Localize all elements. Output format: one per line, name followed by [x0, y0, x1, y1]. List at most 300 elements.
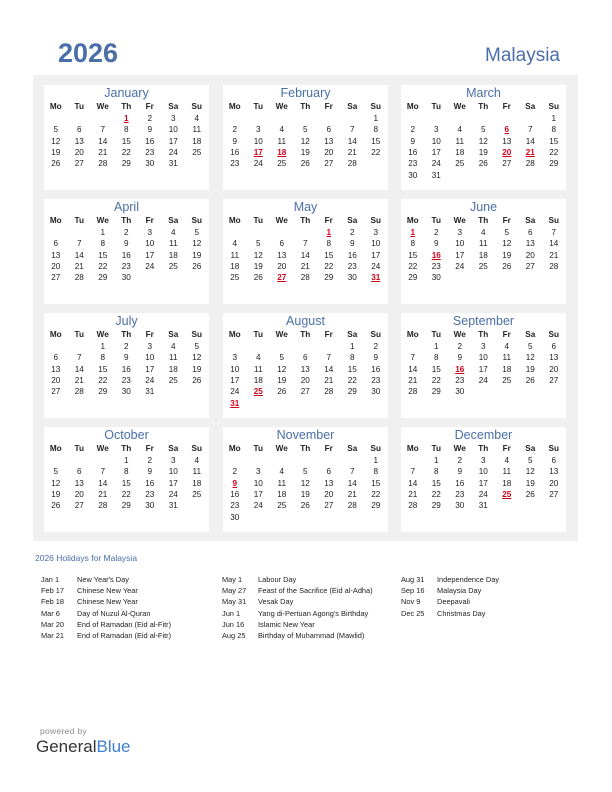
calendar-date: 23 [408, 159, 418, 169]
calendar-date: 4 [232, 239, 238, 249]
calendar-date: 21 [98, 489, 108, 499]
calendar-date: 30 [455, 387, 465, 397]
calendar-date: 14 [74, 250, 84, 260]
calendar-date: 16 [371, 364, 381, 374]
calendar-date: 10 [230, 364, 240, 374]
calendar-date: 18 [168, 250, 178, 260]
calendar-date: 16 [347, 250, 357, 260]
holiday-date-label: Feb 17 [41, 586, 65, 596]
calendar-date: 28 [408, 387, 418, 397]
calendar-date: 17 [168, 136, 178, 146]
calendar-date: 21 [74, 375, 84, 385]
calendar-date: 7 [100, 467, 106, 477]
calendar-date: 29 [549, 159, 559, 169]
weekday-label: Fr [502, 444, 511, 453]
calendar-date: 22 [371, 147, 381, 157]
holiday-name: End of Ramadan (Eid al-Fitr) [77, 619, 172, 629]
holiday-date-label: Nov 9 [401, 597, 421, 607]
weekday-label: Fr [502, 102, 511, 111]
calendar-date: 8 [433, 467, 439, 477]
month-may [223, 199, 388, 304]
month-october [44, 427, 209, 532]
calendar-date: 12 [253, 250, 263, 260]
weekday-label: Su [191, 216, 202, 225]
calendar-date: 25 [168, 375, 178, 385]
calendar-date: 1 [433, 342, 439, 351]
weekday-label: Mo [49, 216, 62, 225]
calendar-date: 2 [147, 456, 153, 465]
calendar-date: 20 [51, 261, 61, 271]
weekday-label: Mo [406, 216, 419, 225]
holiday-name: New Year's Day [77, 575, 129, 584]
calendar-date: 5 [527, 342, 533, 351]
calendar-date: 7 [326, 353, 332, 363]
calendar-date: 8 [123, 467, 129, 477]
calendar-date: 1 [349, 342, 355, 351]
calendar-date: 22 [371, 489, 381, 499]
calendar-date: 13 [549, 467, 559, 477]
calendar-date: 2 [123, 228, 129, 237]
calendar-date: 24 [478, 489, 488, 499]
calendar-date: 16 [145, 478, 155, 488]
holiday-row [41, 574, 221, 585]
calendar-date: 3 [373, 228, 379, 237]
calendar-date: 10 [145, 239, 155, 249]
holiday-date-label: Feb 18 [41, 597, 65, 607]
calendar-date: 15 [371, 478, 381, 488]
weekday-label: Fr [502, 216, 511, 225]
calendar-date: 25 [168, 261, 178, 271]
weekday-label: Mo [228, 330, 241, 339]
calendar-date: 19 [300, 147, 310, 157]
calendar-date: 15 [121, 478, 131, 488]
generalblue-logo [36, 737, 131, 757]
calendar-date: 20 [525, 250, 535, 260]
calendar-date: 24 [145, 261, 155, 271]
calendar-date: 2 [232, 125, 238, 135]
holiday-column [41, 574, 221, 641]
weekday-label: Th [478, 216, 489, 225]
calendar-date: 25 [230, 273, 240, 283]
holiday-row [41, 608, 221, 619]
weekday-label: Tu [253, 330, 263, 339]
calendar-date: 13 [51, 250, 61, 260]
calendar-date: 20 [324, 489, 334, 499]
calendar-date: 7 [527, 125, 533, 135]
calendar-date: 5 [302, 125, 308, 135]
calendar-date: 13 [74, 136, 84, 146]
weekday-label: Su [548, 102, 559, 111]
calendar-date: 17 [478, 364, 488, 374]
calendar-date: 18 [253, 375, 263, 385]
weekday-label: Tu [74, 330, 84, 339]
weekday-label: Sa [347, 444, 358, 453]
weekday-label: We [96, 216, 109, 225]
calendar-date: 13 [74, 478, 84, 488]
calendar-date: 16 [230, 147, 240, 157]
calendar-date: 29 [408, 273, 418, 283]
calendar-date: 5 [194, 342, 200, 351]
calendar-date: 27 [549, 489, 559, 499]
calendar-date: 28 [408, 501, 418, 511]
holiday-date: 16 [455, 364, 465, 374]
weekday-label: Su [191, 102, 202, 111]
holiday-name: Chinese New Year [77, 586, 138, 596]
month-name: August [286, 314, 325, 328]
weekday-label: Th [300, 330, 311, 339]
weekday-label: We [453, 330, 466, 339]
weekday-label: Su [370, 330, 381, 339]
holiday-date-label: Mar 6 [41, 608, 60, 618]
weekday-label: Mo [406, 330, 419, 339]
weekday-label: Mo [228, 444, 241, 453]
calendar-date: 25 [277, 501, 287, 511]
calendar-date: 10 [253, 136, 263, 146]
calendar-date: 3 [433, 125, 439, 135]
calendar-date: 24 [230, 387, 240, 397]
calendar-date: 2 [349, 228, 355, 237]
calendar-date: 26 [478, 159, 488, 169]
holiday-row [222, 630, 402, 641]
holiday-date: 21 [525, 147, 535, 157]
calendar-date: 11 [277, 478, 286, 488]
holiday-date-label: Jan 1 [41, 575, 60, 584]
calendar-date: 23 [455, 375, 465, 385]
weekday-label: Th [478, 444, 489, 453]
calendar-date: 27 [502, 159, 512, 169]
calendar-date: 16 [230, 489, 240, 499]
calendar-date: 27 [51, 273, 61, 283]
calendar-date: 9 [147, 467, 153, 477]
calendar-date: 15 [431, 364, 441, 374]
brand-general: General [36, 737, 97, 756]
month-name: May [293, 200, 318, 214]
calendar-date: 22 [98, 261, 108, 271]
calendar-date: 14 [408, 478, 418, 488]
calendar-date: 24 [168, 489, 178, 499]
calendar-date: 13 [324, 136, 334, 146]
holiday-row [401, 585, 581, 596]
calendar-date: 27 [525, 261, 535, 271]
calendar-date: 3 [170, 114, 176, 123]
holiday-date: 9 [232, 478, 238, 488]
calendar-date: 1 [373, 456, 379, 465]
calendar-date: 19 [502, 250, 512, 260]
calendar-date: 14 [347, 478, 357, 488]
calendar-date: 3 [480, 342, 486, 351]
calendar-date: 26 [300, 501, 310, 511]
calendar-date: 2 [232, 467, 238, 477]
weekday-label: We [275, 216, 288, 225]
weekday-label: Sa [168, 444, 179, 453]
weekday-label: Su [191, 330, 202, 339]
calendar-date: 17 [230, 375, 240, 385]
calendar-date: 28 [347, 159, 357, 169]
weekday-label: Fr [145, 102, 154, 111]
calendar-date: 6 [76, 467, 82, 477]
calendar-date: 21 [347, 489, 357, 499]
calendar-date: 15 [324, 250, 334, 260]
calendar-date: 4 [504, 342, 510, 351]
calendar-date: 22 [549, 147, 559, 157]
calendar-date: 3 [457, 228, 463, 237]
weekday-label: Tu [253, 216, 263, 225]
calendar-date: 21 [98, 147, 108, 157]
calendar-date: 22 [347, 375, 357, 385]
calendar-date: 30 [347, 273, 357, 283]
calendar-date: 29 [431, 387, 441, 397]
calendar-date: 6 [326, 467, 332, 477]
calendar-date: 11 [169, 353, 178, 363]
calendar-date: 1 [551, 114, 557, 123]
calendar-date: 10 [455, 239, 465, 249]
calendar-date: 3 [170, 456, 176, 465]
calendar-date: 9 [232, 136, 238, 146]
holiday-name: Day of Nuzul Al-Quran [77, 608, 151, 618]
holiday-name: Labour Day [258, 575, 297, 584]
calendar-date: 13 [277, 250, 287, 260]
calendar-date: 14 [347, 136, 357, 146]
calendar-date: 13 [502, 136, 512, 146]
month-name: February [280, 86, 331, 100]
calendar-date: 4 [504, 456, 510, 465]
holiday-name: Islamic New Year [258, 619, 315, 629]
weekday-label: Fr [324, 216, 333, 225]
calendar-date: 19 [253, 261, 263, 271]
calendar-date: 25 [478, 261, 488, 271]
calendar-date: 17 [455, 250, 465, 260]
calendar-date: 23 [230, 501, 240, 511]
weekday-label: We [453, 102, 466, 111]
weekday-label: Su [548, 444, 559, 453]
calendar-date: 22 [324, 261, 334, 271]
calendar-date: 9 [457, 353, 463, 363]
calendar-date: 30 [230, 512, 240, 522]
weekday-label: Fr [145, 216, 154, 225]
weekday-label: Fr [324, 444, 333, 453]
weekday-label: Mo [406, 444, 419, 453]
calendar-date: 26 [525, 489, 535, 499]
calendar-date: 14 [98, 478, 108, 488]
calendar-date: 6 [326, 125, 332, 135]
calendar-date: 20 [300, 375, 310, 385]
calendar-date: 11 [502, 467, 511, 477]
calendar-date: 24 [478, 375, 488, 385]
calendar-date: 6 [53, 239, 59, 249]
calendar-date: 31 [145, 387, 155, 397]
holiday-name: Feast of the Sacrifice (Eid al-Adha) [258, 586, 373, 596]
calendar-date: 12 [51, 478, 61, 488]
weekday-label: Th [121, 216, 132, 225]
calendar-date: 20 [549, 364, 559, 374]
calendar-date: 23 [431, 261, 441, 271]
calendar-date: 16 [408, 147, 418, 157]
calendar-date: 6 [551, 456, 557, 465]
country-title: Malaysia [485, 45, 560, 66]
calendar-date: 22 [121, 147, 131, 157]
calendar-date: 7 [410, 467, 416, 477]
calendar-date: 5 [255, 239, 261, 249]
calendar-date: 11 [192, 467, 201, 477]
calendar-date: 19 [277, 375, 287, 385]
weekday-label: We [275, 330, 288, 339]
calendar-date: 17 [371, 250, 381, 260]
holiday-row [222, 574, 402, 585]
holiday-row [41, 585, 221, 596]
month-january [44, 85, 209, 190]
holiday-date: 16 [431, 250, 441, 260]
calendar-date: 27 [51, 387, 61, 397]
holiday-row [41, 630, 221, 641]
calendar-date: 12 [525, 467, 535, 477]
calendar-date: 25 [502, 375, 512, 385]
calendar-date: 18 [455, 147, 465, 157]
weekday-label: Sa [525, 216, 536, 225]
calendar-date: 26 [192, 375, 202, 385]
calendar-date: 31 [431, 170, 441, 180]
calendar-date: 6 [302, 353, 308, 363]
calendar-date: 28 [549, 261, 559, 271]
month-december [401, 427, 566, 532]
holiday-date: 6 [504, 125, 510, 135]
calendar-date: 29 [324, 273, 334, 283]
calendar-date: 4 [279, 125, 285, 135]
calendar-date: 8 [410, 239, 416, 249]
calendar-date: 9 [457, 467, 463, 477]
calendar-date: 21 [300, 261, 310, 271]
holiday-date: 17 [253, 147, 263, 157]
calendar-date: 13 [549, 353, 559, 363]
calendar-date: 27 [74, 501, 84, 511]
weekday-label: Sa [347, 102, 358, 111]
calendar-date: 20 [51, 375, 61, 385]
month-name: June [469, 200, 498, 214]
calendar-date: 14 [324, 364, 334, 374]
year-title: 2026 [58, 38, 119, 68]
calendar-date: 8 [123, 125, 129, 135]
weekday-label: Mo [228, 216, 241, 225]
holiday-date-label: Jun 1 [222, 608, 241, 618]
calendar-date: 11 [254, 364, 263, 374]
calendar-date: 30 [455, 501, 465, 511]
weekday-label: Mo [49, 102, 62, 111]
holidays-title: 2026 Holidays for Malaysia [35, 553, 138, 563]
calendar-date: 26 [525, 375, 535, 385]
weekday-label: Th [300, 444, 311, 453]
calendar-date: 30 [145, 501, 155, 511]
calendar-date: 6 [53, 353, 59, 363]
calendar-date: 27 [324, 159, 334, 169]
weekday-label: Mo [49, 444, 62, 453]
calendar-date: 21 [408, 375, 418, 385]
calendar-date: 4 [170, 228, 176, 237]
calendar-date: 2 [433, 228, 439, 237]
calendar-date: 4 [480, 228, 486, 237]
calendar-date: 19 [192, 250, 202, 260]
calendar-date: 23 [230, 159, 240, 169]
calendar-date: 29 [121, 159, 131, 169]
calendar-date: 19 [525, 364, 535, 374]
calendar-date: 6 [551, 342, 557, 351]
calendar-date: 4 [170, 342, 176, 351]
calendar-date: 17 [431, 147, 441, 157]
calendar-date: 26 [502, 261, 512, 271]
calendar-date: 8 [100, 353, 106, 363]
calendar-date: 24 [371, 261, 381, 271]
holiday-date-label: May 27 [222, 586, 247, 596]
weekday-label: Sa [525, 444, 536, 453]
weekday-label: Sa [168, 102, 179, 111]
month-name: March [466, 86, 501, 100]
calendar-date: 2 [147, 114, 153, 123]
calendar-date: 22 [408, 261, 418, 271]
weekday-label: We [275, 444, 288, 453]
calendar-date: 18 [192, 136, 202, 146]
calendar-date: 28 [74, 387, 84, 397]
calendar-date: 26 [51, 501, 61, 511]
calendar-date: 23 [371, 375, 381, 385]
calendar-date: 8 [373, 125, 379, 135]
calendar-date: 9 [123, 239, 129, 249]
calendar-date: 17 [145, 250, 155, 260]
calendar-date: 6 [527, 228, 533, 237]
holiday-name: Birthday of Muhammad (Mawlid) [258, 630, 365, 640]
calendar-date: 12 [192, 239, 202, 249]
holiday-row [401, 608, 581, 619]
calendar-date: 30 [121, 273, 131, 283]
weekday-label: Su [191, 444, 202, 453]
holiday-name: Yang di-Pertuan Agong's Birthday [258, 608, 369, 618]
calendar-date: 27 [300, 387, 310, 397]
calendar-date: 23 [145, 489, 155, 499]
calendar-date: 29 [371, 501, 381, 511]
holiday-column [222, 574, 402, 641]
calendar-date: 1 [100, 228, 106, 237]
holiday-date: 1 [123, 114, 129, 123]
weekday-label: Tu [74, 216, 84, 225]
calendar-date: 9 [373, 353, 379, 363]
holiday-date: 1 [410, 228, 416, 237]
weekday-label: We [453, 444, 466, 453]
holiday-row [222, 608, 402, 619]
holiday-date: 18 [277, 147, 287, 157]
weekday-label: Th [478, 330, 489, 339]
holiday-date: 20 [502, 147, 512, 157]
calendar-date: 7 [349, 467, 355, 477]
calendar-date: 12 [525, 353, 535, 363]
weekday-label: Fr [502, 330, 511, 339]
calendar-date: 18 [277, 489, 287, 499]
calendar-date: 12 [300, 478, 310, 488]
calendar-date: 7 [410, 353, 416, 363]
holiday-date: 1 [326, 228, 332, 237]
calendar-date: 5 [527, 456, 533, 465]
weekday-label: Mo [228, 102, 241, 111]
calendar-date: 18 [478, 250, 488, 260]
calendar-date: 7 [100, 125, 106, 135]
calendar-date: 4 [279, 467, 285, 477]
calendar-date: 15 [371, 136, 381, 146]
brand-blue: Blue [96, 737, 131, 756]
month-name: April [113, 200, 139, 214]
holiday-date-label: Sep 16 [401, 586, 425, 596]
weekday-label: Th [121, 102, 132, 111]
holiday-name: Malaysia Day [437, 586, 482, 596]
calendar-date: 22 [431, 489, 441, 499]
calendar-date: 29 [98, 273, 108, 283]
weekday-label: We [453, 216, 466, 225]
calendar-date: 1 [433, 456, 439, 465]
